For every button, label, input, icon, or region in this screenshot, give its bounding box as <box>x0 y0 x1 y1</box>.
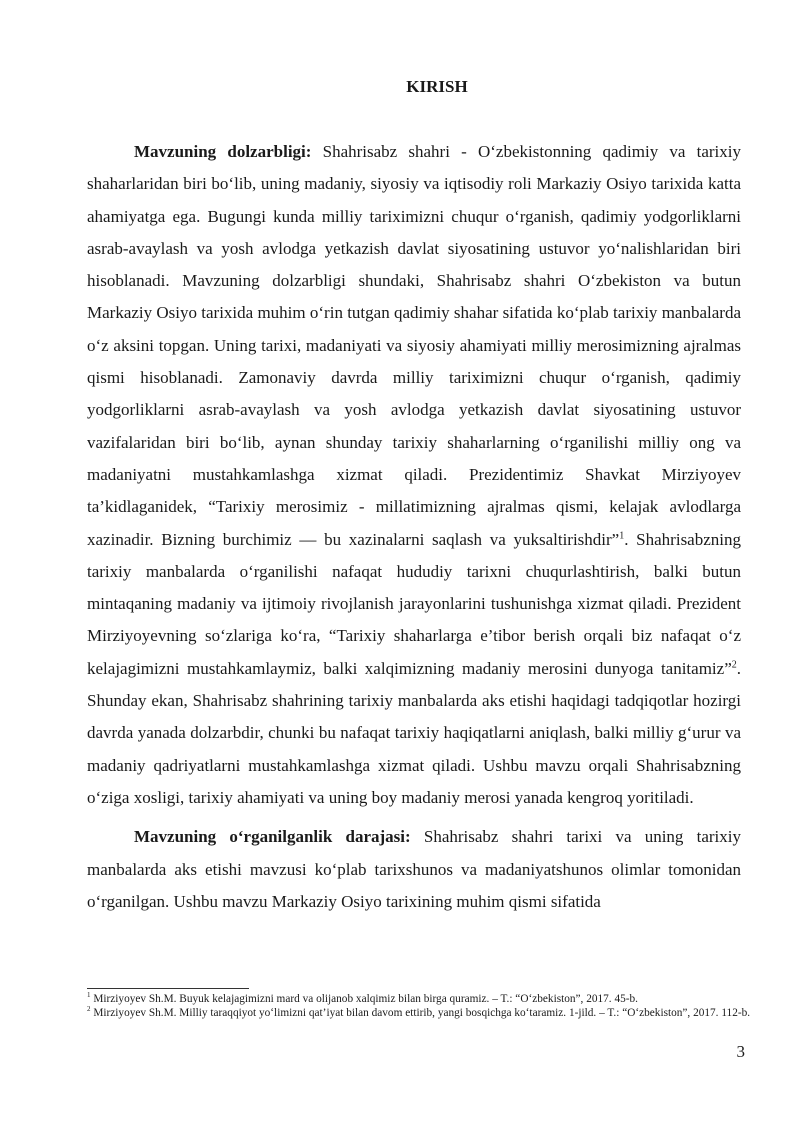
footnote-mark: 2 <box>87 1005 91 1014</box>
paragraph-text: . Shahrisabzning tarixiy manbalarda o‘rganilishi nafaqat hududiy tarixni chuqurlashtirish, balki butun mintaqaning madaniy va ijtimoiy rivojlanish jarayonlarini tushunishga xizmat qiladi. Prezident Mirziyoyevning so‘zlariga ko‘ra, “Tarixiy shaharlarga e’tibor berish orqali biz nafaqat o‘z kelajagimizni mustahkamlaymiz, balki xalqimizning madaniy merosini dunyoga tanitamiz” <box>87 529 741 678</box>
paragraph-text: Shahrisabz shahri - O‘zbekistonning qadimiy va tarixiy shaharlaridan biri bo‘lib, uning madaniy, siyosiy va iqtisodiy roli Markaziy Osiyo tarixida katta ahamiyatga ega. Bugungi kunda milliy tariximizni chuqur o‘rganish, qadimiy yodgorliklarni asrab-avaylash va yosh avlodga yetkazish davlat siyosatining ustuvor yo‘nalishlaridan biri hisoblanadi. Mavzuning dolzarbligi shundaki, Shahrisabz shahri O‘zbekiston va butun Markaziy Osiyo tarixida muhim o‘rin tutgan qadimiy shahar sifatida ko‘plab tarixiy manbalarda o‘z aksini topgan. Uning tarixi, madaniyati va siyosiy ahamiyati milliy merosimizning ajralmas qismi hisoblanadi. Zamonaviy davrda milliy tariximizni chuqur o‘rganish, qadimiy yodgorliklarni asrab-avaylash va yosh avlodga yetkazish davlat siyosatining ustuvor vazifalaridan biri bo‘lib, aynan shunday tarixiy shaharlarning o‘rganilishi milliy ong va madaniyatni mustahkamlashga xizmat qiladi. Prezidentimiz Shavkat Mirziyoyev ta’kidlaganidek, “Tarixiy merosimiz - millatimizning ajralmas qismi, kelajak avlodlarga xazinadir. Bizning burchimiz — bu xazinalarni saqlash va yuksaltirishdir” <box>87 142 741 549</box>
footnote-mark: 1 <box>87 991 91 1000</box>
footnote-ref[interactable]: 1 <box>619 529 625 541</box>
paragraph-dolzarbligi <box>87 136 741 814</box>
footnote-text: Mirziyoyev Sh.M. Milliy taraqqiyot yo‘limizni qat’iyat bilan davom ettirib, yangi bosqichga ko‘taramiz. 1-jild. – T.: “O‘zbekiston”, 2017. 112-b. <box>90 1007 751 1019</box>
footnote-item <box>87 1006 751 1020</box>
paragraph-organilganlik <box>87 821 741 918</box>
footnote-ref[interactable]: 2 <box>731 659 737 671</box>
footnote-separator <box>87 988 249 989</box>
paragraph-heading: Mavzuning dolzarbligi: <box>134 142 312 161</box>
page-number: 3 <box>736 1042 745 1061</box>
page-title: KIRISH <box>406 77 468 96</box>
paragraph-text: . Shunday ekan, Shahrisabz shahrining tarixiy manbalarda aks etishi haqidagi tadqiqotlar hozirgi davrda yanada dolzarbdir, chunki bu nafaqat tarixiy haqiqatlarni aniqlash, balki milliy g‘urur va madaniy qadriyatlarni mustahkamlashga xizmat qiladi. Ushbu mavzu orqali Shahrisabzning o‘ziga xosligi, tarixiy ahamiyati va uning boy madaniy merosi yanada kengroq yoritiladi. <box>87 658 741 807</box>
body-text <box>87 136 741 918</box>
footnotes <box>87 992 751 1020</box>
paragraph-text: Shahrisabz shahri tarixi va uning tarixiy manbalarda aks etishi mavzusi ko‘plab tarixshunos va madaniyatshunos olimlar tomonidan o‘rganilgan. Ushbu mavzu Markaziy Osiyo tarixining muhim qismi sifatida <box>87 827 741 911</box>
footnote-text: Mirziyoyev Sh.M. Buyuk kelajagimizni mard va olijanob xalqimiz bilan birga quramiz. – T.: “O‘zbekiston”, 2017. 45-b. <box>90 993 638 1005</box>
paragraph-heading: Mavzuning o‘rganilganlik darajasi: <box>134 827 411 847</box>
footnote-item <box>87 992 751 1006</box>
